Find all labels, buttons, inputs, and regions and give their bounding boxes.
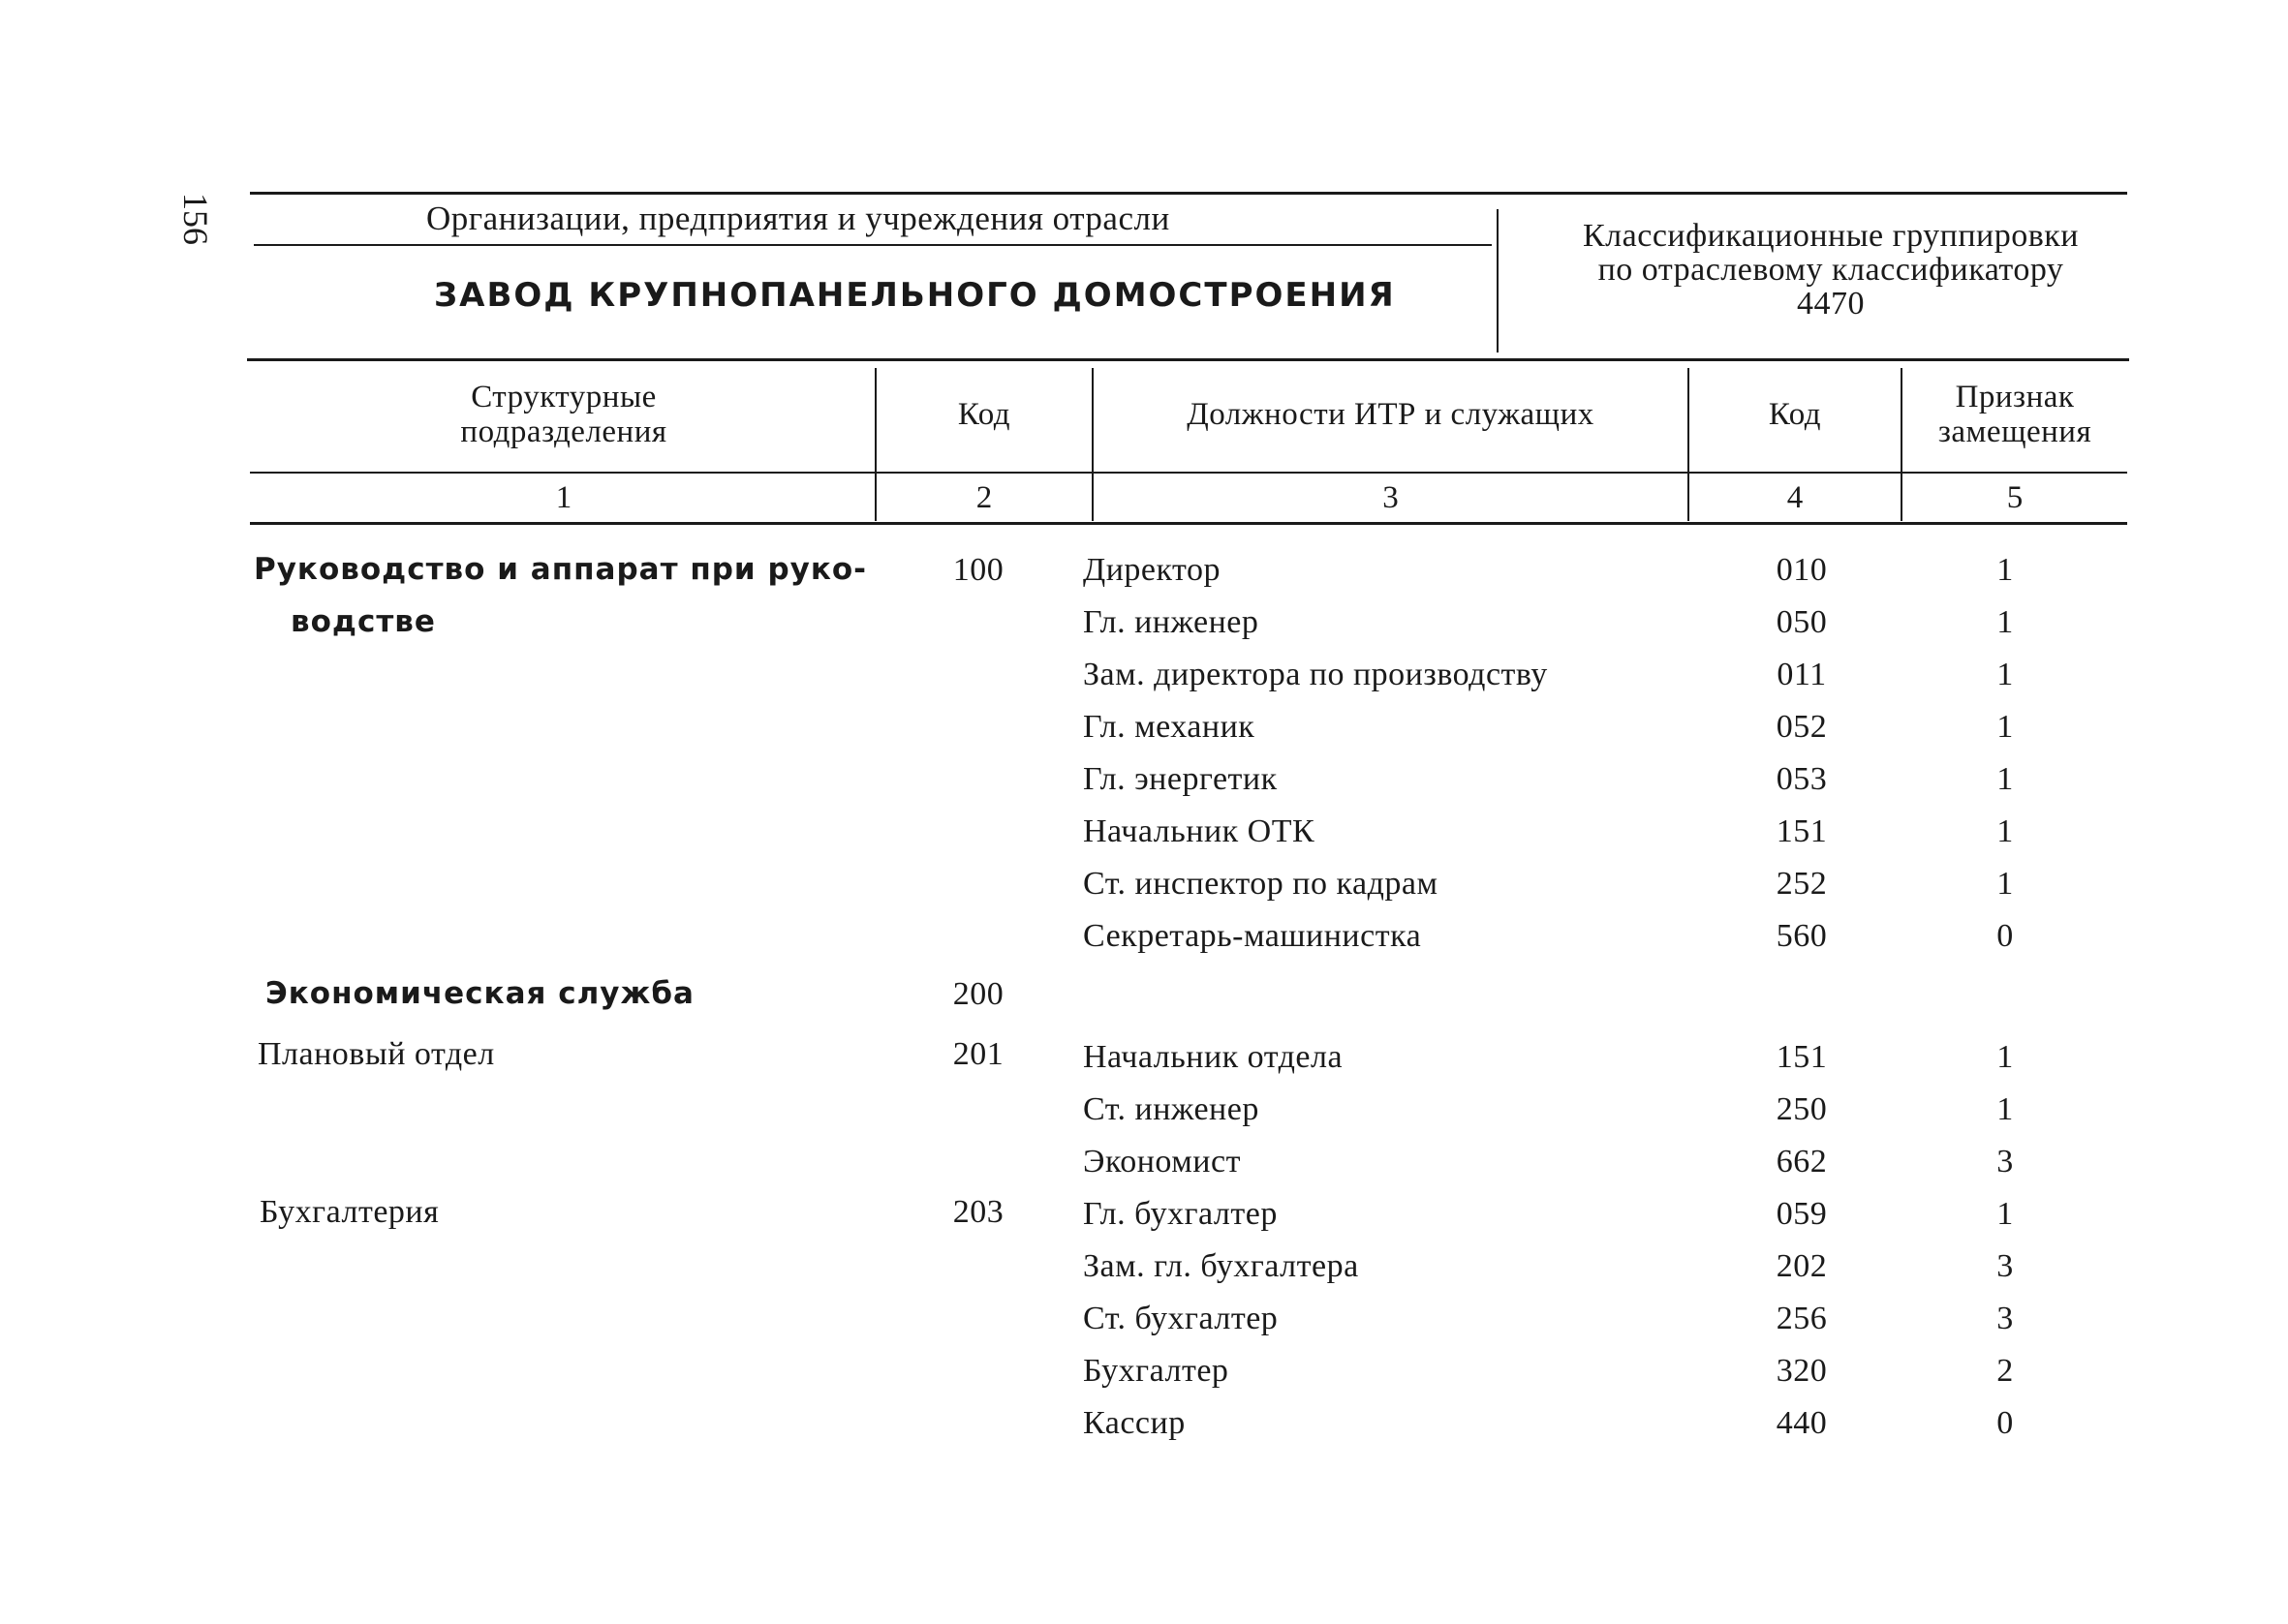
position-code: 202 [1776,1248,1828,1284]
replacement-flag: 1 [1996,761,2014,797]
classification-line-1: Классификационные группировки [1583,218,2079,254]
column-number: 4 [1786,480,1804,515]
header-replacement-flag [1902,380,2127,449]
replacement-flag: 3 [1996,1144,2014,1180]
section-name-cont: водстве [291,604,436,639]
replacement-flag: 0 [1996,918,2014,954]
replacement-flag: 1 [1996,813,2014,849]
replacement-flag: 3 [1996,1248,2014,1284]
section-name: Плановый отдел [258,1036,495,1072]
position-title: Зам. гл. бухгалтера [1083,1248,1359,1284]
position-code: 010 [1776,552,1828,588]
header-positions: Должности ИТР и служащих [1187,397,1594,432]
organization-line: Организации, предприятия и учреждения отрасли [426,199,1170,237]
column-number: 5 [2006,480,2024,515]
replacement-flag: 1 [1996,1091,2014,1127]
position-title: Бухгалтер [1083,1353,1229,1389]
position-title: Начальник отдела [1083,1039,1344,1075]
replacement-flag: 2 [1996,1353,2014,1389]
replacement-flag: 1 [1996,657,2014,692]
position-title: Гл. бухгалтер [1083,1196,1278,1232]
position-code: 256 [1776,1301,1828,1336]
column-number: 2 [975,480,993,515]
position-code: 440 [1776,1405,1828,1441]
replacement-flag: 1 [1996,604,2014,640]
position-title: Кассир [1083,1405,1186,1441]
position-code: 151 [1776,813,1828,849]
plant-name: ЗАВОД КРУПНОПАНЕЛЬНОГО ДОМОСТРОЕНИЯ [434,276,1396,315]
replacement-flag: 1 [1996,709,2014,745]
classification-code: 4470 [1797,286,1865,322]
position-title: Ст. бухгалтер [1083,1301,1279,1336]
header-number-divider [250,472,2127,474]
header-divider [1497,209,1499,352]
replacement-flag: 3 [1996,1301,2014,1336]
position-code: 050 [1776,604,1828,640]
classification-line-2: по отраслевому классификатору [1597,252,2064,288]
position-title: Директор [1083,552,1221,588]
position-title: Ст. инженер [1083,1091,1259,1127]
position-code: 011 [1777,657,1827,692]
header-position-code: Код [1768,397,1822,432]
position-code: 250 [1776,1091,1828,1127]
section-code: 100 [952,552,1005,588]
position-code: 320 [1776,1353,1828,1389]
section-name: Бухгалтерия [260,1194,440,1230]
position-title: Экономист [1083,1144,1241,1180]
position-code: 052 [1776,709,1828,745]
header-flag-line-2: замещения [1937,414,2092,449]
header-subdivisions [254,380,874,449]
position-title: Начальник ОТК [1083,813,1315,849]
position-title: Зам. директора по производству [1083,657,1548,692]
section-code: 200 [952,976,1005,1012]
replacement-flag: 1 [1996,552,2014,588]
section-code: 203 [952,1194,1005,1230]
section-name: Руководство и аппарат при руко- [254,552,868,587]
classification-block [1526,219,2136,321]
position-title: Гл. инженер [1083,604,1259,640]
column-number: 1 [555,480,572,515]
header-flag-line-1: Признак [1955,380,2075,414]
position-code: 059 [1776,1196,1828,1232]
position-title: Гл. механик [1083,709,1255,745]
page-number: 156 [176,193,215,245]
header-code: Код [957,397,1011,432]
org-underline [254,244,1492,246]
header-subdivisions-line-2: подразделения [460,414,667,449]
header-bottom-rule [247,358,2129,361]
position-title: Секретарь-машинистка [1083,918,1422,954]
column-number: 3 [1382,480,1399,515]
replacement-flag: 0 [1996,1405,2014,1441]
section-code: 201 [952,1036,1005,1072]
position-code: 662 [1776,1144,1828,1180]
header-subdivisions-line-1: Структурные [471,380,657,414]
position-title: Гл. энергетик [1083,761,1278,797]
replacement-flag: 1 [1996,866,2014,902]
replacement-flag: 1 [1996,1039,2014,1075]
replacement-flag: 1 [1996,1196,2014,1232]
position-code: 560 [1776,918,1828,954]
position-code: 151 [1776,1039,1828,1075]
position-title: Ст. инспектор по кадрам [1083,866,1438,902]
position-code: 053 [1776,761,1828,797]
section-name: Экономическая служба [265,976,695,1011]
header-bottom-border [250,522,2127,525]
position-code: 252 [1776,866,1828,902]
top-rule [250,192,2127,195]
